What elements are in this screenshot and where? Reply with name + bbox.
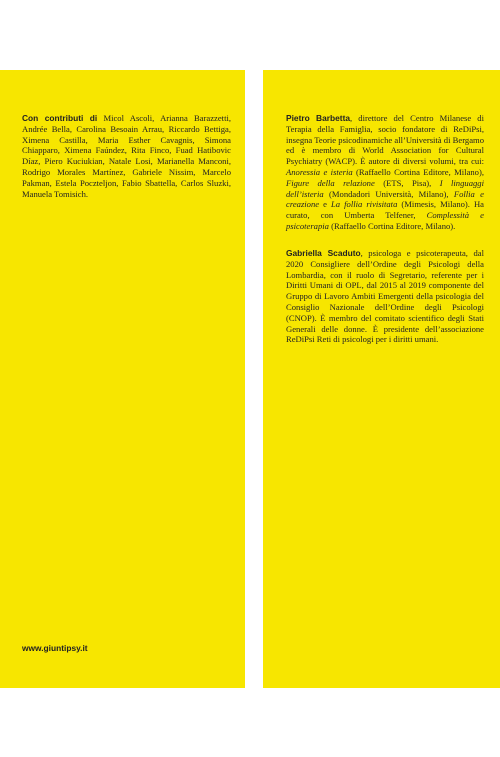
bio-text: (Mimesis, Milano). Ha curato, con Umberta Telfener,: [286, 199, 484, 221]
publisher-website-link[interactable]: www.giuntipsy.it: [22, 643, 88, 653]
book-title: Complessità e psicoterapia: [286, 210, 484, 231]
book-title: Follia e creazione: [286, 188, 484, 210]
book-title: La follia rivisitata: [331, 199, 398, 210]
book-title: I linguaggi dell’isteria: [286, 177, 484, 199]
contributors-label: Con contributi di: [22, 113, 98, 123]
book-title: Anoressia e isteria: [286, 166, 353, 177]
bio-text: e: [319, 199, 332, 210]
bio-text: (Mondadori Università, Milano),: [323, 188, 454, 199]
bio-text: (ETS, Pisa),: [374, 177, 440, 188]
author-bio-scaduto: [286, 248, 484, 345]
contributors-list: Micol Ascoli, Arianna Barazzetti, Andrée Bella, Carolina Besoain Arrau, Riccardo Bettiga, Ximena Castilla, Maria Esther Cavagnis, Simona Chiapparo, Ximena Faúndez, Rita Finco, Fuad Hatibovic Díaz, Piero Kuciukian, Natale Losi, Marianella Manconi, Rodrigo Morales Martínez, Gabriele Nissim, Marcelo Pakman, Estela Poczteljon, Fabio Sbattella, Carlos Sluzki, Manuela Tomisich.: [22, 113, 231, 199]
bio-text: , direttore del Centro Milanese di Terapia della Famiglia, socio fondatore di ReDiPsi, insegna Teorie psicodinamiche all’Università di Bergamo ed è membro di World Association for Cultural Psychiatry (WACP). È autore di diversi volumi, tra cui:: [286, 113, 484, 167]
bio-text: (Raffaello Cortina Editore, Milano).: [328, 220, 456, 231]
bio-text: , psicologa e psicoterapeuta, dal 2020 Consigliere dell’Ordine degli Psicologi della Lombardia, con il ruolo di Segretario, referente per i Diritti Umani di OPL, dal 2015 al 2019 componente del Gruppo di Lavoro Ambiti Emergenti della psicologia del Consiglio Nazionale dell’Ordine degli Psicologi (CNOP). È membro del comitato scientifico degli Stati Generali delle donne. È presidente dell’associazione ReDiPsi Reti di psicologi per i diritti umani.: [286, 248, 484, 345]
book-title: Figure della relazione: [286, 177, 375, 188]
author-name-scaduto: Gabriella Scaduto: [286, 248, 361, 258]
author-bio-barbetta: [286, 113, 484, 232]
author-name-barbetta: Pietro Barbetta: [286, 113, 351, 123]
bio-text: (Raffaello Cortina Editore, Milano),: [352, 166, 484, 177]
contributors-paragraph: [22, 113, 231, 199]
